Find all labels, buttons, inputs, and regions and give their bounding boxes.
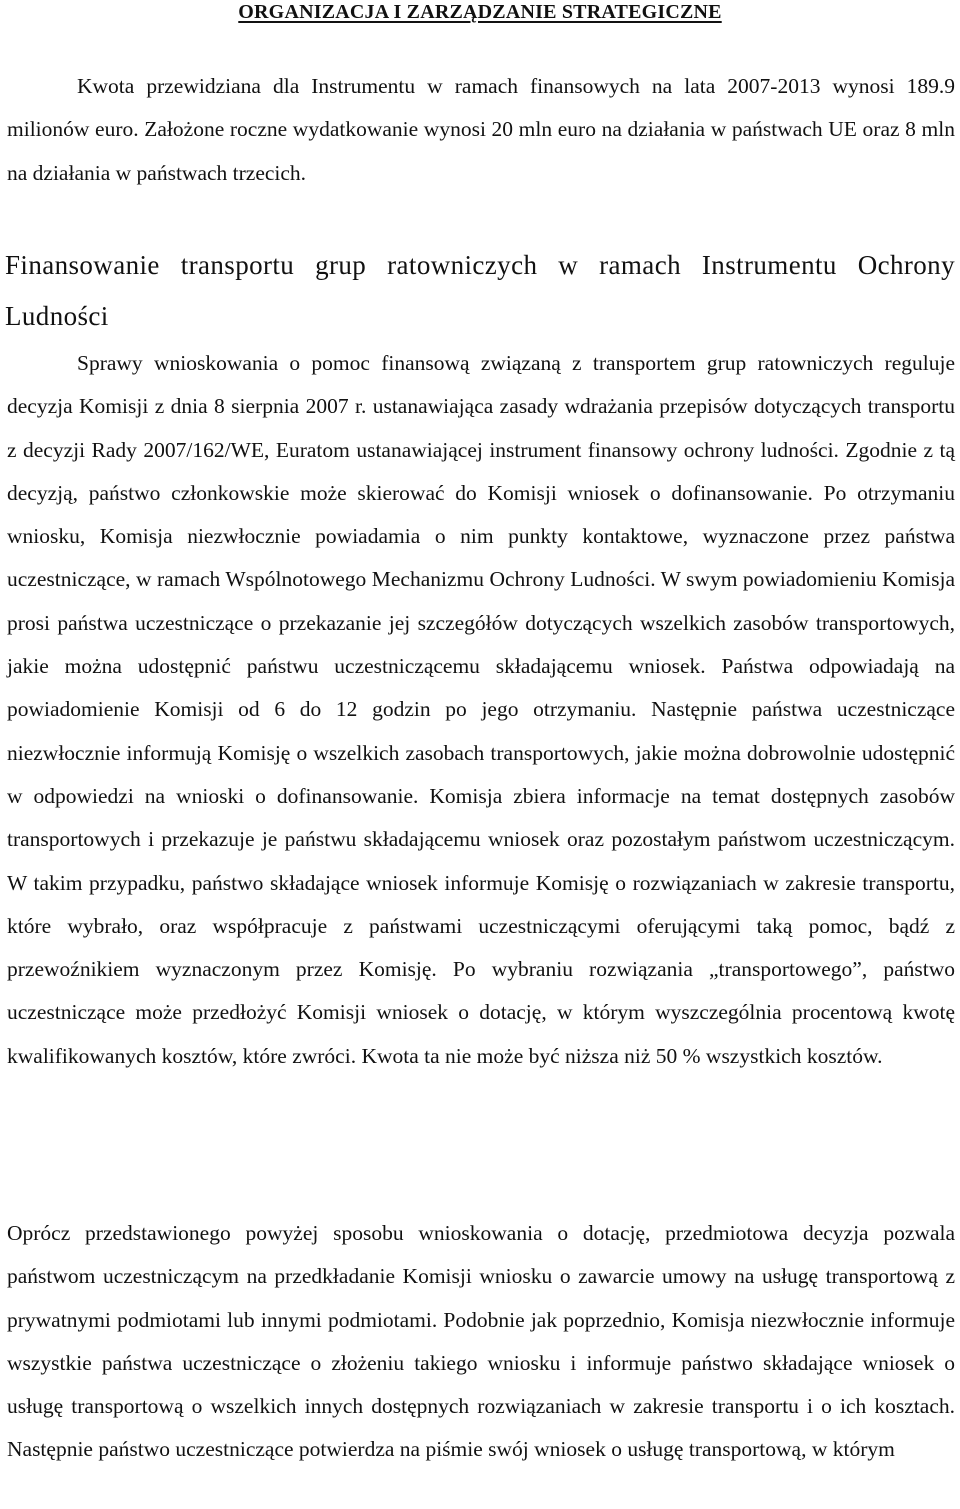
running-header-title: ORGANIZACJA I ZARZĄDZANIE STRATEGICZNE (238, 1, 722, 23)
paragraph-budget-text: Kwota przewidziana dla Instrumentu w ramach finansowych na lata 2007-2013 wynosi 189.9 milionów euro. Założone roczne wydatkowanie wynosi 20 mln euro na działania w państwach UE oraz 8 mln na działania w państwach trzecich. (7, 74, 955, 185)
paragraph-transport-contract: Oprócz przedstawionego powyżej sposobu wnioskowania o dotację, przedmiotowa decyzja pozwala państwom uczestniczącym na przedkładanie Komisji wniosku o zawarcie umowy na usługę transportową z prywatnymi podmiotami lub innymi podmiotami. Podobnie jak poprzednio, Komisja niezwłocznie informuje wszystkie państwa uczestniczące o złożeniu takiego wniosku i informuje państwo składające wniosek o usługę transportową o wszelkich innych dostępnych rozwiązaniach w zakresie transportu i o ich kosztach. Następnie państwo uczestniczące potwierdza na piśmie swój wniosek o usługę transportową, w którym (7, 1221, 955, 1462)
paragraph-budget (7, 65, 955, 195)
section-heading: Finansowanie transportu grup ratowniczych w ramach Instrumentu Ochrony Ludności (5, 250, 955, 331)
paragraph-transport-procedure-text: Sprawy wnioskowania o pomoc finansową związaną z transportem grup ratowniczych reguluje decyzja Komisji z dnia 8 sierpnia 2007 r. ustanawiająca zasady wdrażania przepisów dotyczących transportu z decyzji Rady 2007/162/WE, Euratom ustanawiającej instrument finansowy ochrony ludności. Zgodnie z tą decyzją, państwo członkowskie może skierować do Komisji wniosek o dofinansowanie. Po otrzymaniu wniosku, Komisja niezwłocznie powiadamia o nim punkty kontaktowe, wyznaczone przez państwa uczestniczące, w ramach Wspólnotowego Mechanizmu Ochrony Ludności. W swym powiadomieniu Komisja prosi państwa uczestniczące o przekazanie jej szczegółów dotyczących wszelkich zasobów transportowych, jakie można udostępnić państwu uczestniczącemu składającemu wniosek. Państwa odpowiadają na powiadomienie Komisji od 6 do 12 godzin po jego otrzymaniu. Następnie państwa uczestniczące niezwłocznie informują Komisję o wszelkich zasobach transportowych, jakie można dobrowolnie udostępnić w odpowiedzi na wnioski o dofinansowanie. Komisja zbiera informacje na temat dostępnych zasobów transportowych i przekazuje je państwu składającemu wniosek oraz pozostałym państwom uczestniczącym. W takim przypadku, państwo składające wniosek informuje Komisję o rozwiązaniach w zakresie transportu, które wybrało, oraz współpracuje z państwami uczestniczącymi oferującymi taką pomoc, bądź z przewoźnikiem wyznaczonym przez Komisję. Po wybraniu rozwiązania „transportowego”, państwo uczestniczące może przedłożyć Komisji wniosek o dotację, w którym wyszczególnia procentową kwotę kwalifikowanych kosztów, które zwróci. Kwota ta nie może być niższa niż 50 % wszystkich kosztów. (7, 351, 955, 1068)
paragraph-transport-procedure (7, 342, 955, 1078)
